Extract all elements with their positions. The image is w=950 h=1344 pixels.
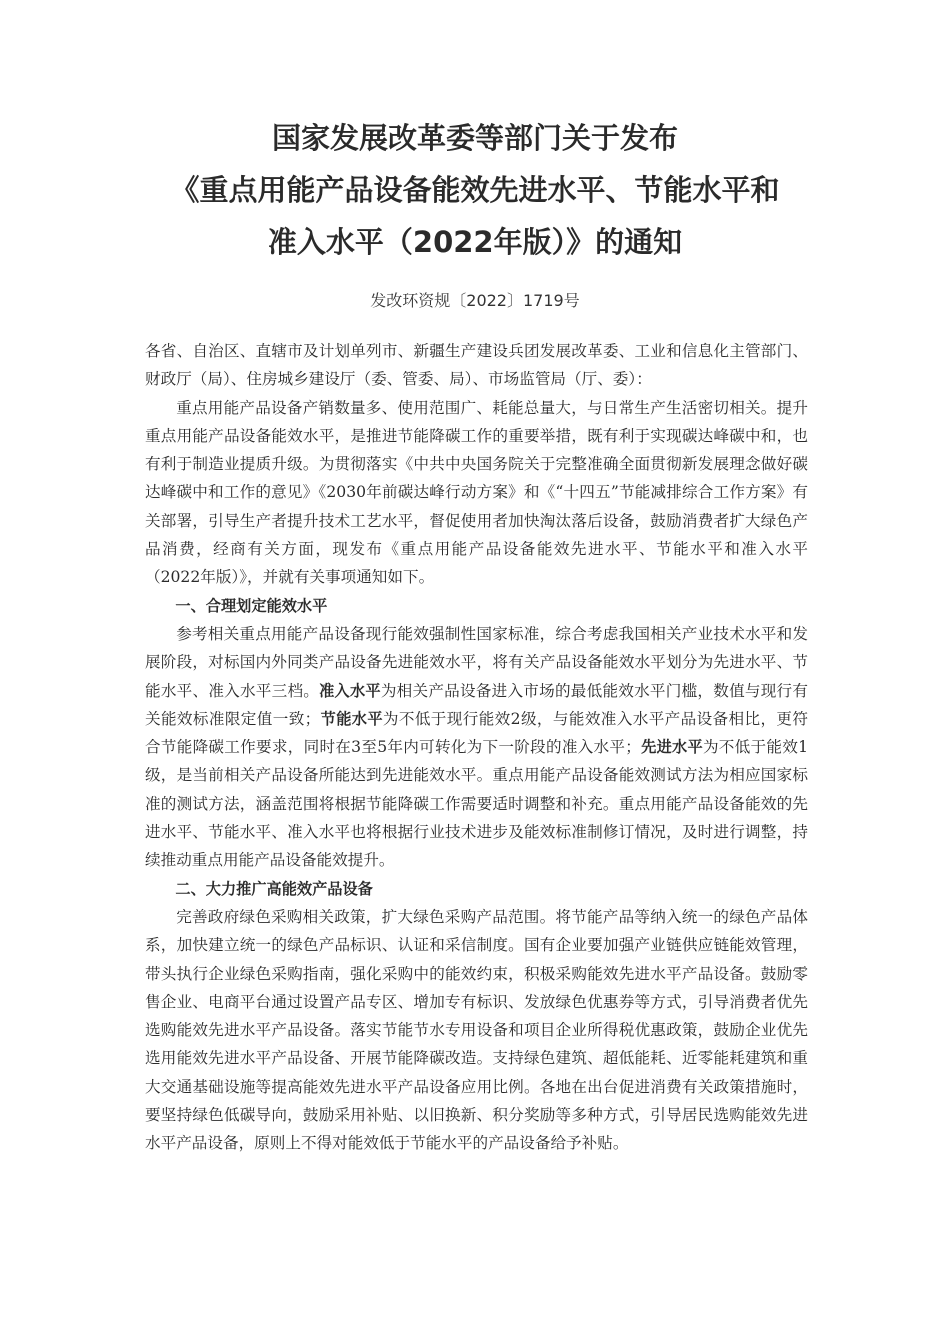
term-advanced-level: 先进水平 [640,738,703,757]
section-1-text-part-3: 为不低于现行能效2级，与能效准入水平产品设备相比，更符合节能降碳工作要求，同时在3至5年内可转化为下一阶段的准入水平； [145,709,808,757]
document-number: 发改环资规〔2022〕1719号 [370,291,580,310]
title-line-1: 国家发展改革委等部门关于发布 [271,121,678,155]
section-1-paragraph [145,620,808,875]
document-body [145,337,808,1158]
title-line-3: 准入水平（2022年版）》的通知 [267,225,683,259]
addressee: 各省、自治区、直辖市及计划单列市、新疆生产建设兵团发展改革委、工业和信息化主管部门、财政厅（局）、住房城乡建设厅（委、管委、局）、市场监管局（厅、委）： [145,342,808,389]
section-1-text-part-4: 为不低于能效1级，是当前相关产品设备所能达到先进能效水平。重点用能产品设备能效测试方法为相应国家标准的测试方法，涵盖范围将根据节能降碳工作需要适时调整和补充。重点用能产品设备能效的先进水平、节能水平、准入水平也将根据行业技术进步及能效标准制修订情况，及时进行调整，持续推动重点用能产品设备能效提升。 [145,738,809,870]
term-energy-saving-level: 节能水平 [320,709,383,728]
section-1-text-part-1: 参考相关重点用能产品设备现行能效强制性国家标准，综合考虑我国相关产业技术水平和发展阶段，对标国内外同类产品设备先进能效水平，将有关产品设备能效水平划分为先进水平、节能水平、准入水平三档。 [145,624,808,700]
section-2-paragraph: 完善政府绿色采购相关政策，扩大绿色采购产品范围。将节能产品等纳入统一的绿色产品体系，加快建立统一的绿色产品标识、认证和采信制度。国有企业要加强产业链供应链能效管理，带头执行企业绿色采购指南，强化采购中的能效约束，积极采购能效先进水平产品设备。鼓励零售企业、电商平台通过设置产品专区、增加专有标识、发放绿色优惠券等方式，引导消费者优先选购能效先进水平产品设备。落实节能节水专用设备和项目企业所得税优惠政策，鼓励企业优先选用能效先进水平产品设备、开展节能降碳改造。支持绿色建筑、超低能耗、近零能耗建筑和重大交通基础设施等提高能效先进水平产品设备应用比例。各地在出台促进消费有关政策措施时，要坚持绿色低碳导向，鼓励采用补贴、以旧换新、积分奖励等多种方式，引导居民选购能效先进水平产品设备，原则上不得对能效低于节能水平的产品设备给予补贴。 [145,907,808,1153]
section-2-heading: 二、大力推广高能效产品设备 [175,879,373,898]
term-access-level: 准入水平 [319,681,381,700]
section-1-text-part-2: 为相关产品设备进入市场的最低能效水平门槛，数值与现行有关能效标准限定值一致； [145,681,808,728]
section-1-heading: 一、合理划定能效水平 [175,596,328,615]
intro-paragraph: 重点用能产品设备产销数量多、使用范围广、耗能总量大，与日常生产生活密切相关。提升重点用能产品设备能效水平，是推进节能降碳工作的重要举措，既有利于实现碳达峰碳中和，也有利于制造业提质升级。为贯彻落实《中共中央国务院关于完整准确全面贯彻新发展理念做好碳达峰碳中和工作的意见》《2030年前碳达峰行动方案》和《“十四五”节能减排综合工作方案》有关部署，引导生产者提升技术工艺水平，督促使用者加快淘汰落后设备，鼓励消费者扩大绿色产品消费，经商有关方面，现发布《重点用能产品设备能效先进水平、节能水平和准入水平（2022年版）》，并就有关事项通知如下。 [145,398,808,587]
title-line-2: 《重点用能产品设备能效先进水平、节能水平和 [170,173,780,207]
